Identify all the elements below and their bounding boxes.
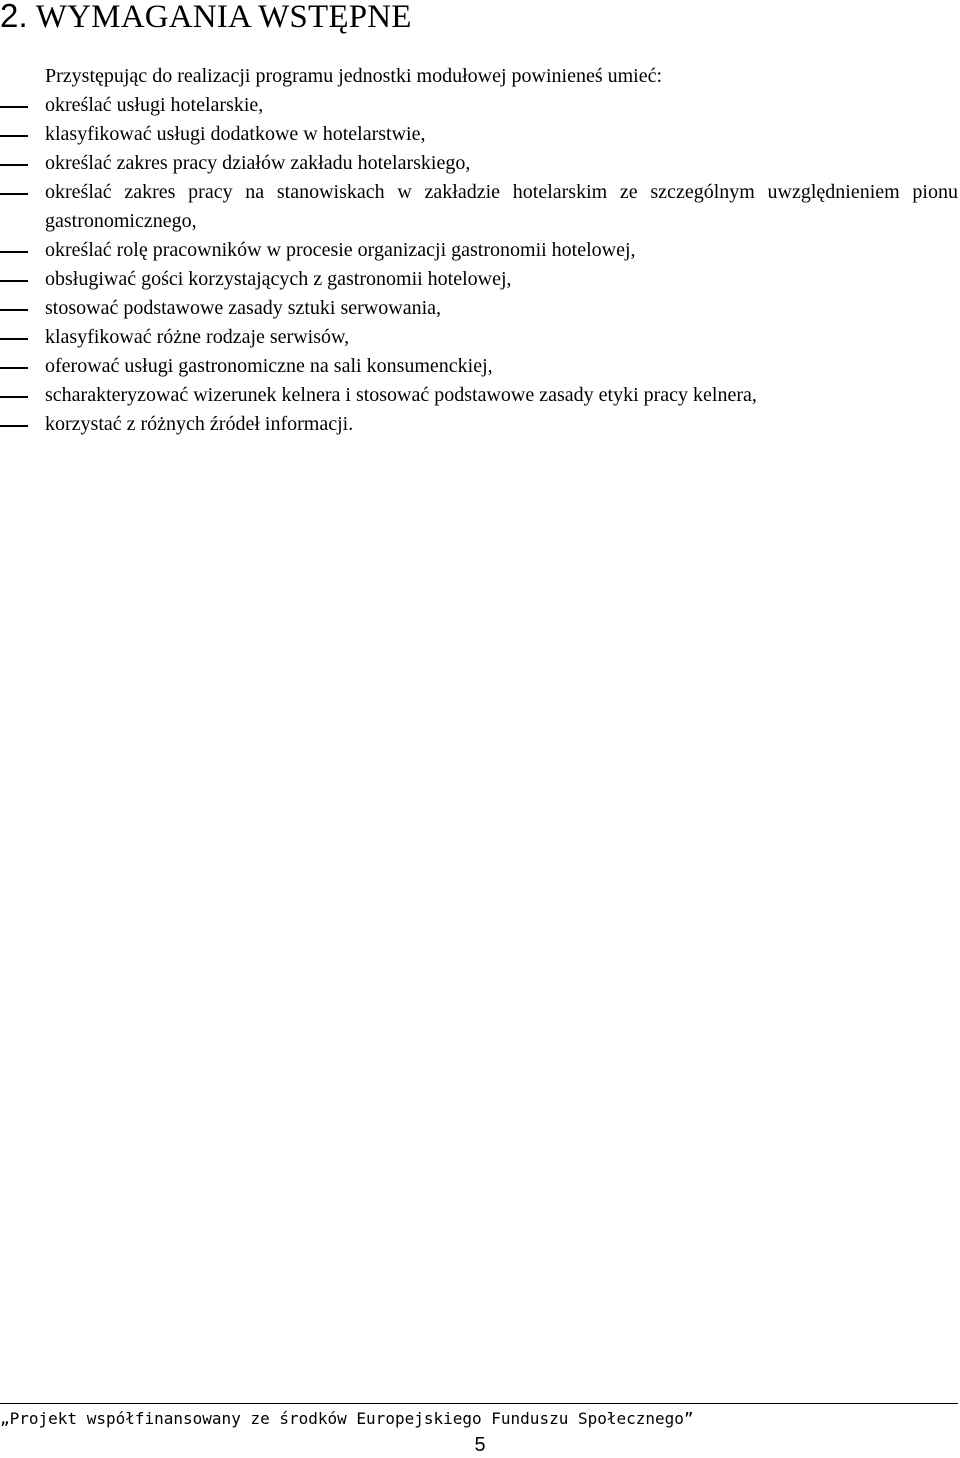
section-number: 2. <box>0 0 28 34</box>
list-item-text: scharakteryzować wizerunek kelnera i stosować podstawowe zasady etyki pracy kelnera, <box>45 384 757 406</box>
dash-bullet-icon <box>0 149 28 178</box>
requirements-list <box>0 91 958 439</box>
list-item <box>0 323 958 352</box>
dash-bullet-icon <box>0 294 28 323</box>
dash-bullet-icon <box>0 236 28 265</box>
dash-bullet-icon <box>0 178 28 207</box>
section-title: WYMAGANIA WSTĘPNE <box>35 0 412 35</box>
list-item-text: klasyfikować usługi dodatkowe w hotelarstwie, <box>45 123 426 145</box>
list-item-text: stosować podstawowe zasady sztuki serwowania, <box>45 297 442 319</box>
footer-funding-note: „Projekt współfinansowany ze środków Europejskiego Funduszu Społecznego” <box>0 1409 694 1428</box>
list-item <box>0 352 958 381</box>
list-item-text: klasyfikować różne rodzaje serwisów, <box>45 326 350 348</box>
dash-bullet-icon <box>0 410 28 439</box>
list-item <box>0 410 958 439</box>
dash-bullet-icon <box>0 381 28 410</box>
dash-bullet-icon <box>0 265 28 294</box>
list-item-text: określać rolę pracowników w procesie organizacji gastronomii hotelowej, <box>45 239 636 261</box>
list-item <box>0 294 958 323</box>
list-item <box>0 265 958 294</box>
list-item-text: korzystać z różnych źródeł informacji. <box>45 413 354 435</box>
list-item <box>0 149 958 178</box>
list-item <box>0 236 958 265</box>
dash-bullet-icon <box>0 91 28 120</box>
list-item <box>0 178 958 236</box>
page-number: 5 <box>474 1434 486 1456</box>
list-item <box>0 120 958 149</box>
dash-bullet-icon <box>0 120 28 149</box>
list-item-text: oferować usługi gastronomiczne na sali konsumenckiej, <box>45 355 493 377</box>
list-item <box>0 91 958 120</box>
dash-bullet-icon <box>0 352 28 381</box>
list-item-text: określać usługi hotelarskie, <box>45 94 264 116</box>
list-item-text: określać zakres pracy na stanowiskach w zakładzie hotelarskim ze szczególnym uwzględnieniem pionu gastronomicznego, <box>45 181 958 232</box>
list-item-text: określać zakres pracy działów zakładu hotelarskiego, <box>45 152 471 174</box>
list-item <box>0 381 958 410</box>
intro-text: Przystępując do realizacji programu jednostki modułowej powinieneś umieć: <box>45 65 663 87</box>
list-item-text: obsługiwać gości korzystających z gastronomii hotelowej, <box>45 268 512 290</box>
section-heading <box>0 0 412 37</box>
dash-bullet-icon <box>0 323 28 352</box>
footer-divider <box>0 1403 958 1404</box>
